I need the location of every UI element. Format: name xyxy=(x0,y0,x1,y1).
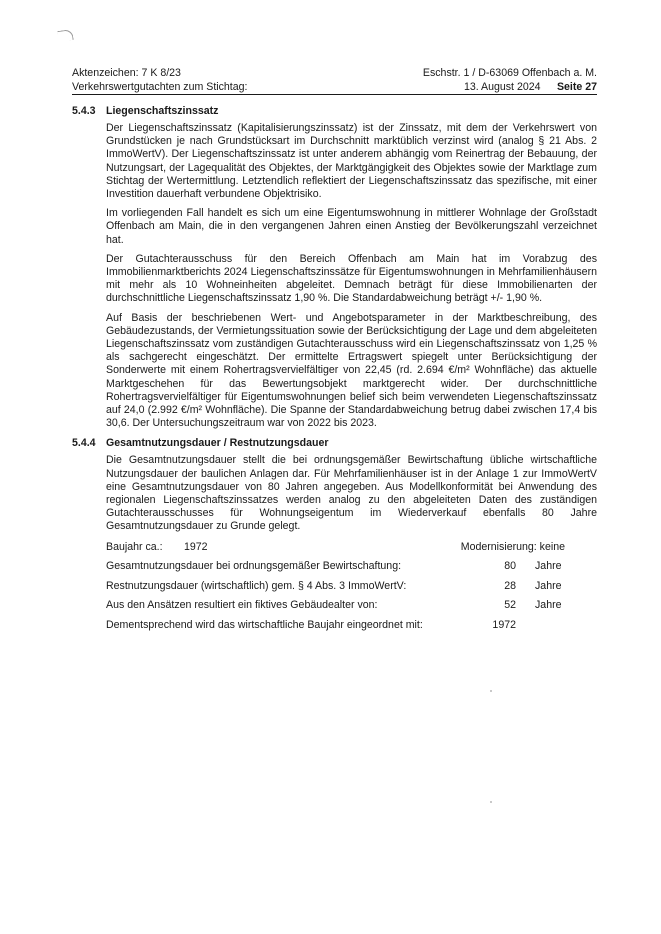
scan-speck xyxy=(490,801,492,803)
baujahr-value: 1972 xyxy=(184,540,208,553)
section-heading xyxy=(72,436,597,450)
parameter-label: Aus den Ansätzen resultiert ein fiktives Gebäudealter von: xyxy=(106,599,378,612)
modernisierung-label: Modernisierung: keine xyxy=(460,540,565,553)
parameter-value: 52 xyxy=(504,599,516,612)
parameter-label: Restnutzungsdauer (wirtschaftlich) gem. § 4 Abs. 3 ImmoWertV: xyxy=(106,579,407,592)
section-number: 5.4.4 xyxy=(72,437,96,450)
paragraph: Der Gutachterausschuss für den Bereich Offenbach am Main hat im Vorabzug des Immobilienmarktberichts 2024 Liegenschaftszinssätze für Eigentumswohnungen in Mehrfamilienhäusern mit mehr als 10 Wohneinheiten abgeleitet. Demnach beträgt für diese Immobilienarten der durchschnittliche Liegenschaftszinssatz 1,90 %. Die Standardabweichung beträgt +/- 1,90 %. xyxy=(106,252,597,305)
office-address: Eschstr. 1 / D-63069 Offenbach a. M. xyxy=(422,67,597,79)
parameter-unit: Jahre xyxy=(535,560,562,573)
baujahr-label: Baujahr ca.: xyxy=(106,540,163,553)
paragraph: Die Gesamtnutzungsdauer stellt die bei ordnungsgemäßer Bewirtschaftung übliche wirtschaftliche Nutzungsdauer der baulichen Anlagen dar. Für Mehrfamilienhäuser ist in der Anlage 1 zur ImmoWertV eine Gesamtnutzungsdauer von 80 Jahren angegeben. Aus Modellkonformität bei Anwendung des regionalen Liegenschaftszinssatzes werden analog zu den abgeleiteten Daten des zuständigen Gutachterausschusses für Wohnungseigentum im Wiederverkauf ebenfalls 80 Jahre Gesamtnutzungsdauer zu Grunde gelegt. xyxy=(106,454,597,533)
parameter-unit: Jahre xyxy=(535,579,562,592)
scan-speck xyxy=(490,690,492,692)
case-number: Aktenzeichen: 7 K 8/23 xyxy=(72,67,181,79)
paragraph: Auf Basis der beschriebenen Wert- und Angebotsparameter in der Marktbeschreibung, des Gebäudezustands, der Vermietungssituation sowie der Berücksichtigung der Lage und dem abgeleiteten Liegenschaftszinssatz vom zuständigen Gutachterausschuss wird ein Liegenschaftszinssatz von 1,25 % als sachgerecht eingeschätzt. Der ermittelte Ertragswert spiegelt unter Berücksichtigung der Sonderwerte mit einem Rohertragsvervielfältiger von 22,45 (rd. 2.694 €/m² Wohnfläche) das aktuelle Marktgeschehen für das Bewertungsobjekt marktgerecht wider. Der durchschnittliche Rohertragsvervielfältiger für Eigentumswohnungen belief sich beim verwendeten Liegenschaftszinssatz auf 24,0 (2.992 €/m² Wohnfläche). Die Spanne der Standardabweichung betrug dabei zwischen 17,4 bis 30,6. Der Untersuchungszeitraum war von 2022 bis 2023. xyxy=(106,311,597,430)
paragraph: Im vorliegenden Fall handelt es sich um eine Eigentumswohnung in mittlerer Wohnlage der Großstadt Offenbach am Main, die in den vergangenen Jahren einen Anstieg der Bevölkerungszahl verzeichnet hat. xyxy=(106,207,597,246)
report-subject: Verkehrswertgutachten zum Stichtag: xyxy=(72,81,248,93)
main-content xyxy=(72,104,597,637)
parameter-value: 1972 xyxy=(492,618,516,631)
section-title: Gesamtnutzungsdauer / Restnutzungsdauer xyxy=(106,437,329,450)
parameter-row xyxy=(106,598,597,618)
section-title: Liegenschaftszinssatz xyxy=(106,105,219,117)
parameter-table xyxy=(106,540,597,638)
valuation-date: 13. August 2024 xyxy=(463,81,541,93)
parameter-value: 80 xyxy=(504,560,516,573)
parameter-row xyxy=(106,579,597,599)
parameter-unit: Jahre xyxy=(535,599,562,612)
parameter-value: 28 xyxy=(504,579,516,592)
section-heading xyxy=(72,104,597,118)
parameter-row xyxy=(106,559,597,579)
parameter-label: Gesamtnutzungsdauer bei ordnungsgemäßer Bewirtschaftung: xyxy=(106,560,402,573)
parameter-row xyxy=(106,540,597,560)
paragraph: Der Liegenschaftszinssatz (Kapitalisierungszinssatz) ist der Zinssatz, mit dem der Verkehrswert von Grundstücken je nach Grundstücksart im Durchschnitt marktüblich verzinst wird (analog § 21 Abs. 2 ImmoWertV). Der Liegenschaftszinssatz ist unter anderem abhängig vom Reinertrag der Bebauung, der Nutzungsart, der Lagequalität des Objektes, der Marktgängigkeit des Objektes sowie der Marktlage zum Stichtag der Wertermittlung. Letztendlich reflektiert der Liegenschaftszinssatz das spezifische, mit einer Investition dauerhaft verbundene Objektrisiko. xyxy=(106,122,597,201)
page-number: Seite 27 xyxy=(556,81,597,93)
parameter-label: Dementsprechend wird das wirtschaftliche Baujahr eingeordnet mit: xyxy=(106,618,423,631)
scan-artifact xyxy=(57,29,73,42)
page-header xyxy=(72,66,597,95)
section-number: 5.4.3 xyxy=(72,105,96,117)
parameter-row xyxy=(106,618,597,638)
